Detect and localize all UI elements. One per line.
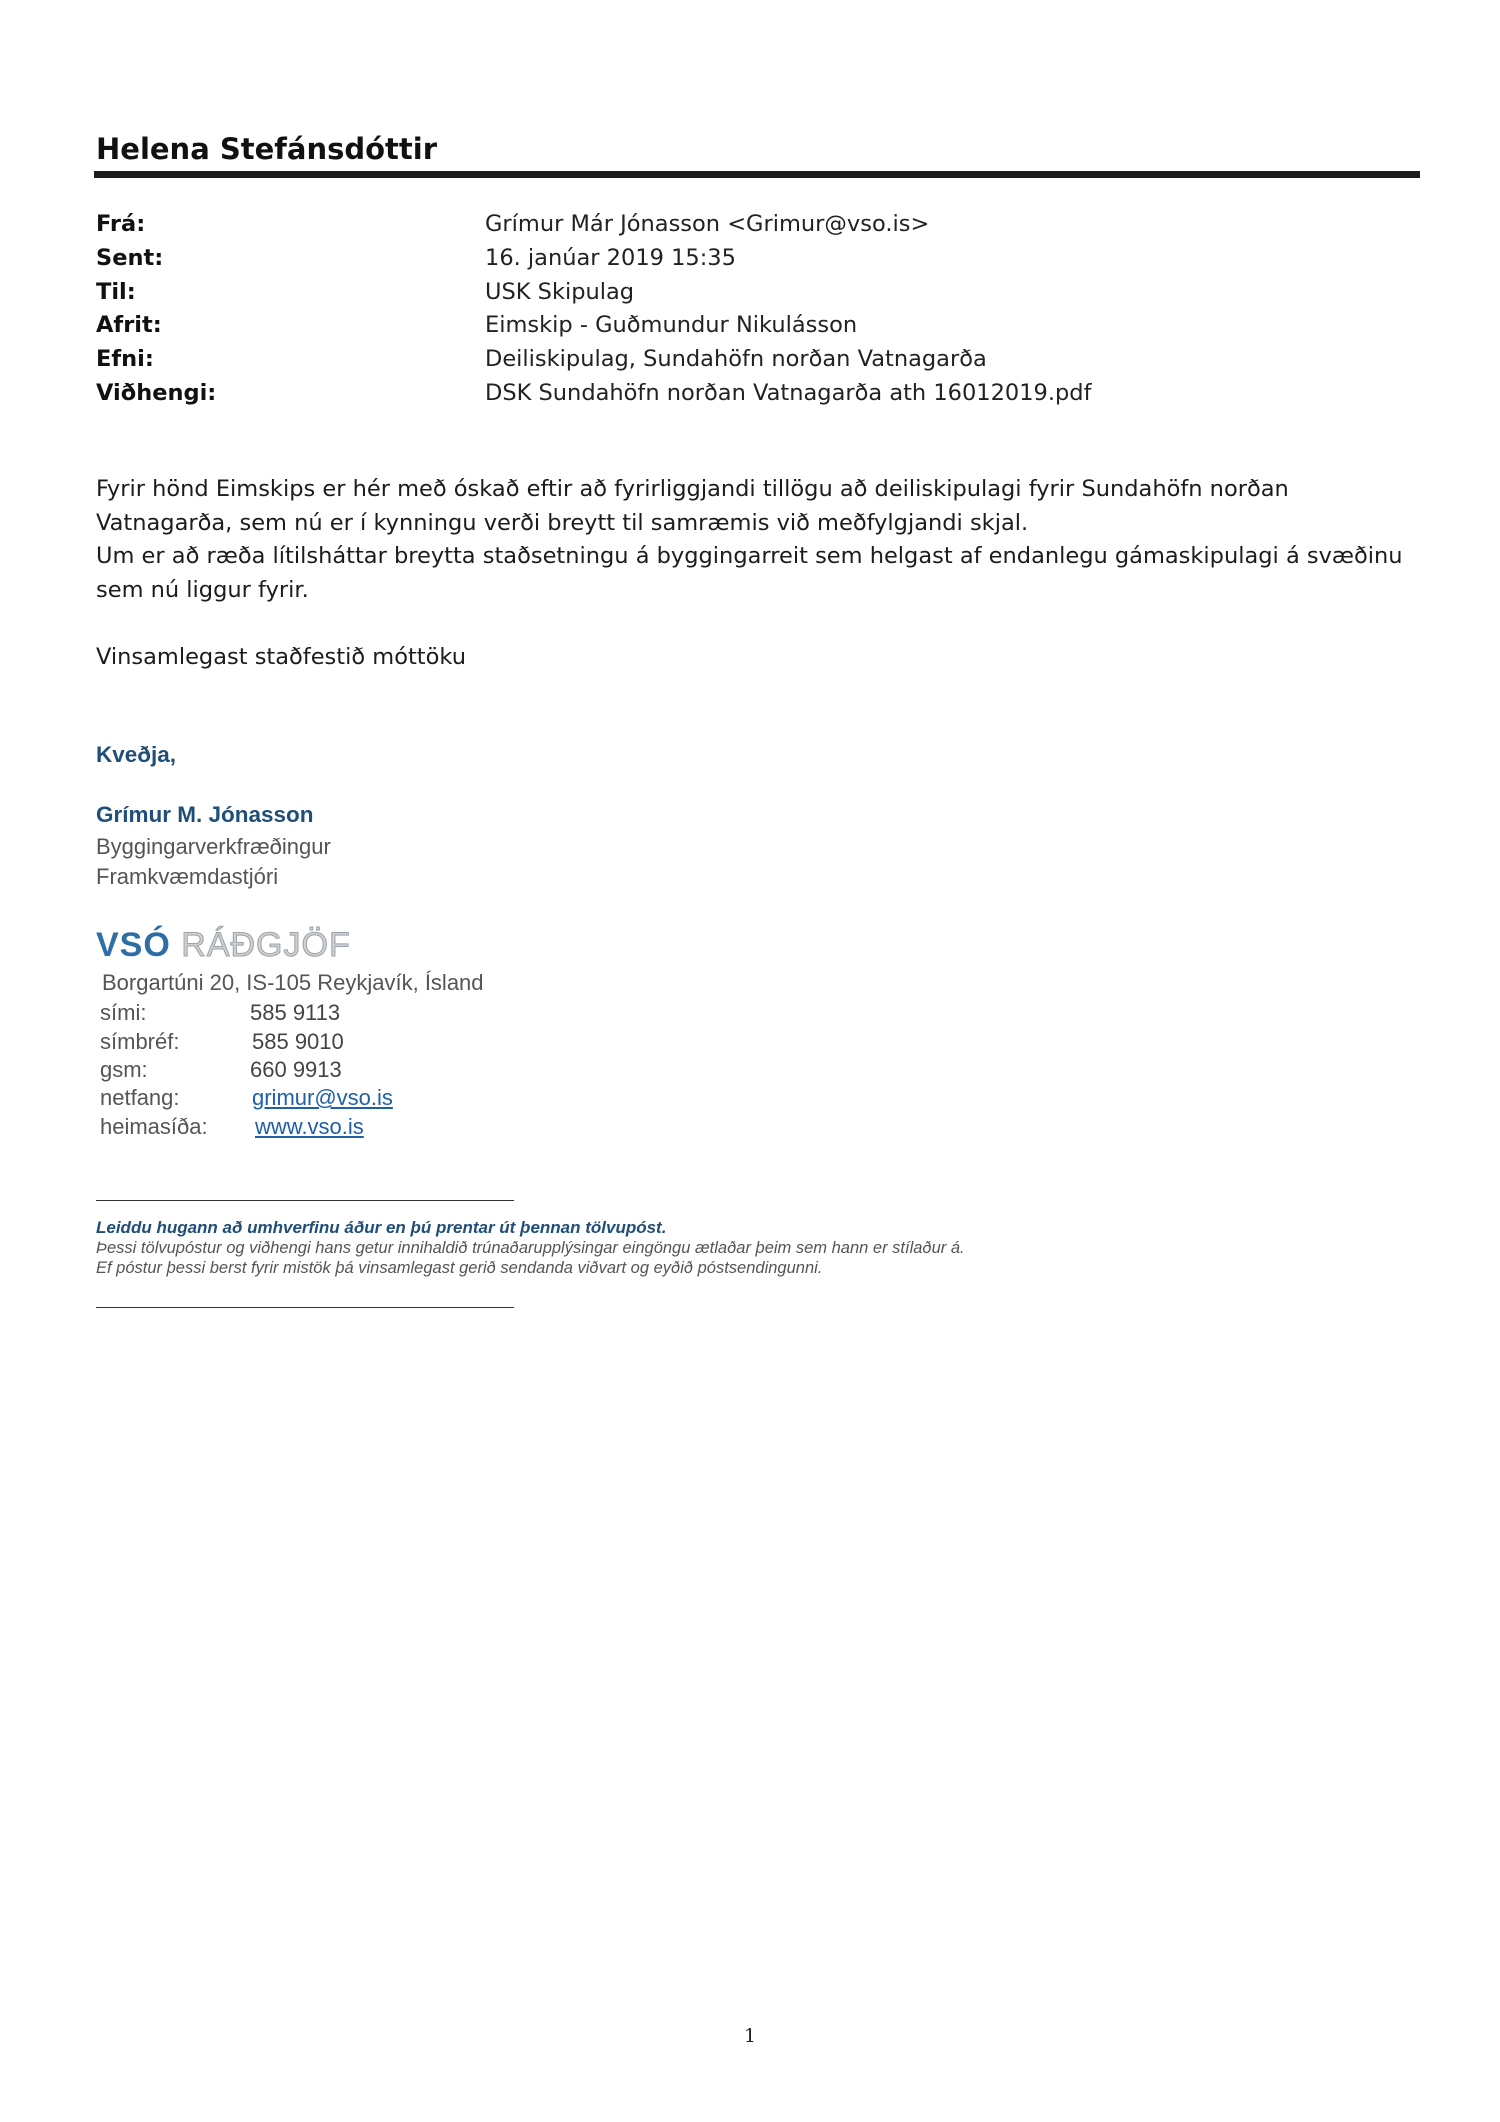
notice-title: Leiddu hugann að umhverfinu áður en þú prentar út þennan tölvupóst. xyxy=(96,1218,667,1237)
header-divider xyxy=(94,171,1420,178)
email-link[interactable]: grimur@vso.is xyxy=(252,1085,393,1110)
header-label: Afrit: xyxy=(96,312,162,339)
notice-divider-bottom xyxy=(96,1307,514,1308)
header-value: Grímur Már Jónasson <Grimur@vso.is> xyxy=(485,211,930,237)
header-subject xyxy=(96,343,1396,377)
header-value: Deiliskipulag, Sundahöfn norðan Vatnagarða xyxy=(485,346,987,373)
contact-label: gsm: xyxy=(100,1057,148,1082)
header-to xyxy=(96,276,1396,310)
header-sent xyxy=(96,242,1396,276)
signature-name: Grímur M. Jónasson xyxy=(96,802,314,827)
header-cc xyxy=(96,309,1396,343)
contact-label: heimasíða: xyxy=(100,1114,208,1139)
notice-line: Ef póstur þessi berst fyrir mistök þá vinsamlegast gerið sendanda viðvart og eyðið póstsendingunni. xyxy=(96,1259,823,1277)
signature-title: Byggingarverkfræðingur xyxy=(96,834,331,859)
notice-line: Þessi tölvupóstur og viðhengi hans getur innihaldið trúnaðarupplýsingar eingöngu ætlaðar þeim sem hann er stílaður á. xyxy=(96,1239,965,1257)
page-number: 1 xyxy=(743,2025,757,2047)
notice-divider-top xyxy=(96,1200,514,1201)
signature-role: Framkvæmdastjóri xyxy=(96,864,279,889)
header-label: Efni: xyxy=(96,346,154,373)
header-value: DSK Sundahöfn norðan Vatnagarða ath 16012019.pdf xyxy=(485,379,1092,406)
body-line: Fyrir hönd Eimskips er hér með óskað eftir að fyrirliggjandi tillögu að deiliskipulagi fyrir Sundahöfn norðan xyxy=(96,476,1289,502)
signature-block xyxy=(96,742,896,889)
header-from xyxy=(96,208,1396,242)
contact-label: netfang: xyxy=(100,1085,180,1110)
header-label: Frá: xyxy=(96,211,146,237)
website-link[interactable]: www.vso.is xyxy=(255,1114,364,1139)
header-value: Eimskip - Guðmundur Nikulásson xyxy=(485,312,858,339)
header-label: Sent: xyxy=(96,244,164,271)
owner-name: Helena Stefánsdóttir xyxy=(96,132,438,166)
body-line: sem nú liggur fyrir. xyxy=(96,576,309,603)
body-closing: Vinsamlegast staðfestið móttöku xyxy=(96,643,466,670)
contact-value: 660 9913 xyxy=(250,1057,342,1082)
logo-vso: VSÓ xyxy=(96,926,171,964)
body-line: Um er að ræða lítilsháttar breytta staðsetningu á byggingarreit sem helgast af endanlegu gámaskipulagi á svæðinu xyxy=(96,543,1403,570)
logo-radgjof: RÁÐGJÖF xyxy=(181,926,351,964)
header-label: Til: xyxy=(96,278,136,305)
signature-greeting: Kveðja, xyxy=(96,742,177,767)
contact-label: símbréf: xyxy=(100,1029,180,1054)
environment-notice xyxy=(96,1218,1396,1278)
contact-label: sími: xyxy=(100,1000,147,1025)
header-value: USK Skipulag xyxy=(485,278,635,305)
company-address: Borgartúni 20, IS-105 Reykjavík, Ísland xyxy=(102,970,484,995)
contact-value: 585 9113 xyxy=(250,1000,341,1025)
company-logo xyxy=(96,926,351,965)
contact-value: 585 9010 xyxy=(252,1029,344,1054)
body-line: Vatnagarða, sem nú er í kynningu verði breytt til samræmis við meðfylgjandi skjal. xyxy=(96,509,1029,536)
header-value: 16. janúar 2019 15:35 xyxy=(485,244,736,271)
email-body xyxy=(96,473,1426,675)
header-label: Viðhengi: xyxy=(96,379,217,406)
body-spacer xyxy=(96,607,1426,641)
email-headers xyxy=(96,208,1396,411)
header-attachment xyxy=(96,377,1396,411)
